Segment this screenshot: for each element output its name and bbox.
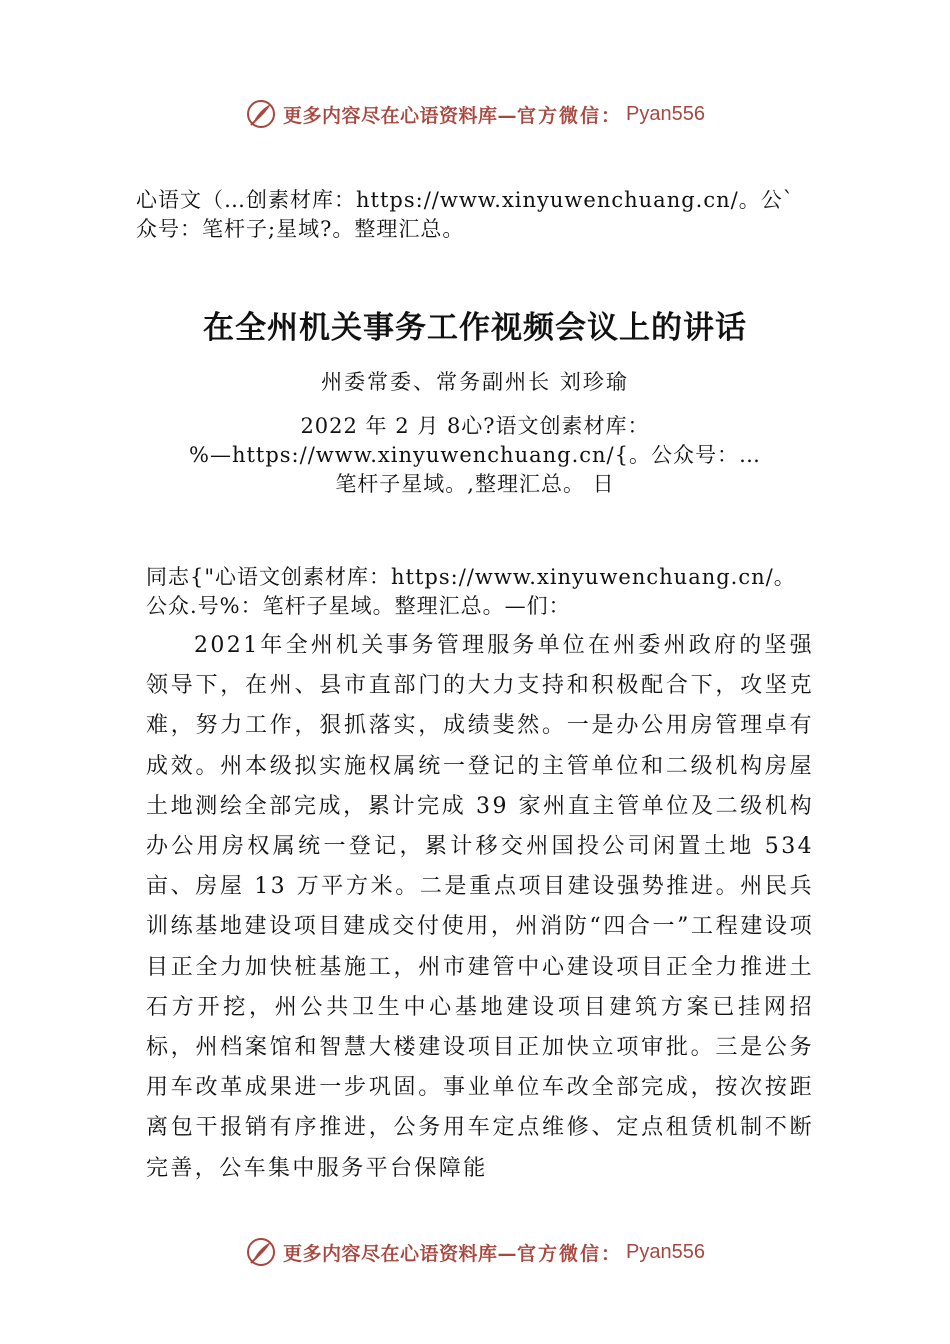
footer-banner [0,1232,950,1272]
author-line: 州委常委、常务副州长 刘珍瑜 [321,370,629,394]
date-line: 2022 年 2 月 8心?语文创素材库： [300,414,650,438]
body-paragraph: 2021年全州机关事务管理服务单位在州委州政府的坚强领导下，在州、县市直部门的大力支持和积极配合下，攻坚克难，努力工作，狠抓落实，成绩斐然。一是办公用房管理卓有成效。州本级拟实施权属统一登记的主管单位和二级机构房屋土地测绘全部完成，累计完成 39 家州直主管单位及二级机构办公用房权属统一登记，累计移交州国投公司闲置土地 534 亩、房屋 13 万平方米。二是重点项目建设强势推进。州民兵训练基地建设项目建成交付使用，州消防“四合一”工程建设项目正全力加快桩基施工，州市建管中心建设项目正全力推进土石方开挖，州公共卫生中心基地建设项目建筑方案已挂网招标，州档案馆和智慧大楼建设项目正加快立项审批。三是公务用车改革成果进一步巩固。事业单位车改全部完成，按次按距离包干报销有序推进，公务用车定点维修、定点租赁机制不断完善，公车集中服务平台保障能 [146,633,814,1181]
date-line: %—https://www.xinyuwenchuang.cn/{。公众号：… [188,443,761,467]
feather-quill-logo [245,98,277,130]
feather-quill-logo [245,1236,277,1268]
greeting-line: 同志{"心语文创素材库：https://www.xinyuwenchuang.cn/。 [146,565,796,589]
source-note: 心语文（…创素材库：https://www.xinyuwenchuang.cn/。公` 众号：笔杆子;星域?。整理汇总。 [136,188,795,241]
banner-text: 更多内容尽在心语资料库— [283,104,518,127]
date-line: 笔杆子星域。,整理汇总。 日 [335,472,615,496]
banner-wechat-id: Pyan556 [626,1240,705,1263]
banner-wechat-label: 官方微信： [517,1242,623,1265]
greeting-line: 公众.号%：笔杆子星域。整理汇总。—们： [146,594,571,618]
date-block [0,412,950,499]
banner-text: 更多内容尽在心语资料库— [283,1242,518,1265]
banner-wechat-id: Pyan556 [626,102,705,125]
banner-wechat-label: 官方微信： [517,104,623,127]
document-title: 在全州机关事务工作视频会议上的讲话 [203,310,747,346]
header-banner [0,94,950,134]
greeting [146,563,846,621]
